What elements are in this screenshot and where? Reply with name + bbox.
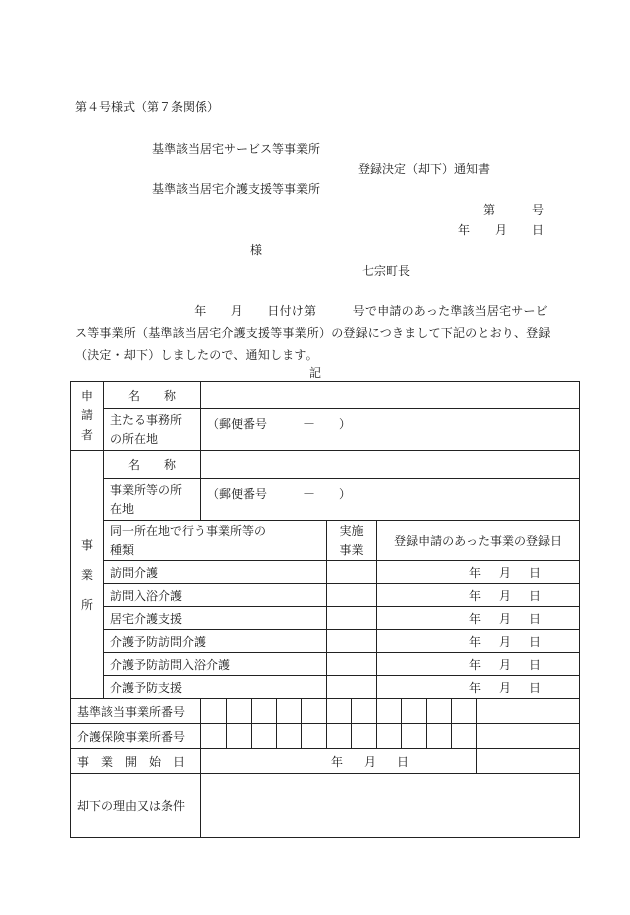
insurance-number-digit[interactable] [277,724,302,749]
office-name-field[interactable] [201,451,580,479]
registration-table [70,381,580,838]
applicant-name-label: 名 称 [104,382,201,409]
postal-code-label: （郵便番号 － ） [207,417,352,431]
doc-date-day: 日 [532,223,545,237]
office-address-field[interactable] [201,479,580,521]
office-number-digit[interactable] [352,699,377,724]
main-office-address-field[interactable] [201,409,580,451]
office-number-digit[interactable] [252,699,277,724]
implementation-cell[interactable] [327,653,377,676]
registration-date-cell[interactable]: 年 月 日 [377,561,580,584]
insurance-number-digit[interactable] [227,724,252,749]
issuer: 七宗町長 [362,264,411,278]
implementation-cell[interactable] [327,584,377,607]
insurance-number-digit[interactable] [252,724,277,749]
applicant-name-field[interactable] [201,382,580,409]
body-line-3: （決定・却下）しましたので、通知します。 [75,348,318,362]
office-number-digit[interactable] [377,699,402,724]
insurance-number-digit[interactable] [201,724,227,749]
insurance-number-digit[interactable] [452,724,477,749]
office-number-digit[interactable] [427,699,452,724]
service-type: 訪問入浴介護 [104,584,327,607]
registration-date-cell[interactable]: 年 月 日 [377,653,580,676]
office-number-digit[interactable] [227,699,252,724]
office-label: 事 業 所 [71,451,104,699]
postal-code-label: （郵便番号 － ） [207,487,352,501]
insurance-number-digit[interactable] [327,724,352,749]
service-type: 訪問介護 [104,561,327,584]
implementation-cell[interactable] [327,561,377,584]
rejection-reason-label: 却下の理由又は条件 [71,774,201,838]
business-start-date-label: 事 業 開 始 日 [71,749,201,774]
office-number-digit[interactable] [201,699,227,724]
start-date-blank [477,749,580,774]
care-insurance-number-label: 介護保険事業所番号 [71,724,201,749]
registration-date-cell[interactable]: 年 月 日 [377,630,580,653]
office-number-digit[interactable] [277,699,302,724]
doc-number-suffix: 号 [532,203,545,217]
service-type: 介護予防訪問入浴介護 [104,653,327,676]
same-location-type-header: 同一所在地で行う事業所等の 種類 [104,521,327,561]
addressee-honorific: 様 [250,243,263,257]
body-paragraph [75,300,557,366]
insurance-number-blank [477,724,580,749]
office-number-digit[interactable] [302,699,327,724]
doc-date-month: 月 [495,223,508,237]
registration-date-header: 登録申請のあった事業の登録日 [377,521,580,561]
heading-line-3: 基準該当居宅介護支援等事業所 [152,182,321,196]
insurance-number-digit[interactable] [302,724,327,749]
service-type: 介護予防支援 [104,676,327,699]
applicant-label: 申 請 者 [71,382,104,451]
insurance-number-digit[interactable] [402,724,427,749]
office-number-digit[interactable] [327,699,352,724]
ki-label: 記 [309,366,322,380]
insurance-number-digit[interactable] [427,724,452,749]
implementation-cell[interactable] [327,607,377,630]
service-type: 介護予防訪問介護 [104,630,327,653]
business-start-date-field[interactable]: 年 月 日 [201,749,477,774]
body-line-2: ス等事業所（基準該当居宅介護支援等事業所）の登録につきまして下記のとおり、登録 [75,326,551,340]
standard-office-number-label: 基準該当事業所番号 [71,699,201,724]
doc-number-prefix: 第 [483,203,496,217]
office-number-blank [477,699,580,724]
registration-date-cell[interactable]: 年 月 日 [377,607,580,630]
implementation-header: 実施 事業 [327,521,377,561]
service-type: 居宅介護支援 [104,607,327,630]
body-line-1: 年 月 日付け第 号で申請のあった準該当居宅サービ [182,304,548,318]
implementation-cell[interactable] [327,630,377,653]
heading-line-1: 基準該当居宅サービス等事業所 [152,142,321,156]
form-number: 第４号様式（第７条関係） [75,100,220,114]
insurance-number-digit[interactable] [377,724,402,749]
insurance-number-digit[interactable] [352,724,377,749]
registration-date-cell[interactable]: 年 月 日 [377,584,580,607]
office-name-label: 名 称 [104,451,201,479]
rejection-reason-field[interactable] [201,774,580,838]
office-address-label: 事業所等の所 在地 [104,479,201,521]
heading-title: 登録決定（却下）通知書 [358,162,491,176]
doc-date-year: 年 [458,223,471,237]
office-number-digit[interactable] [402,699,427,724]
registration-date-cell[interactable]: 年 月 日 [377,676,580,699]
implementation-cell[interactable] [327,676,377,699]
main-office-label: 主たる事務所 の所在地 [104,409,201,451]
office-number-digit[interactable] [452,699,477,724]
